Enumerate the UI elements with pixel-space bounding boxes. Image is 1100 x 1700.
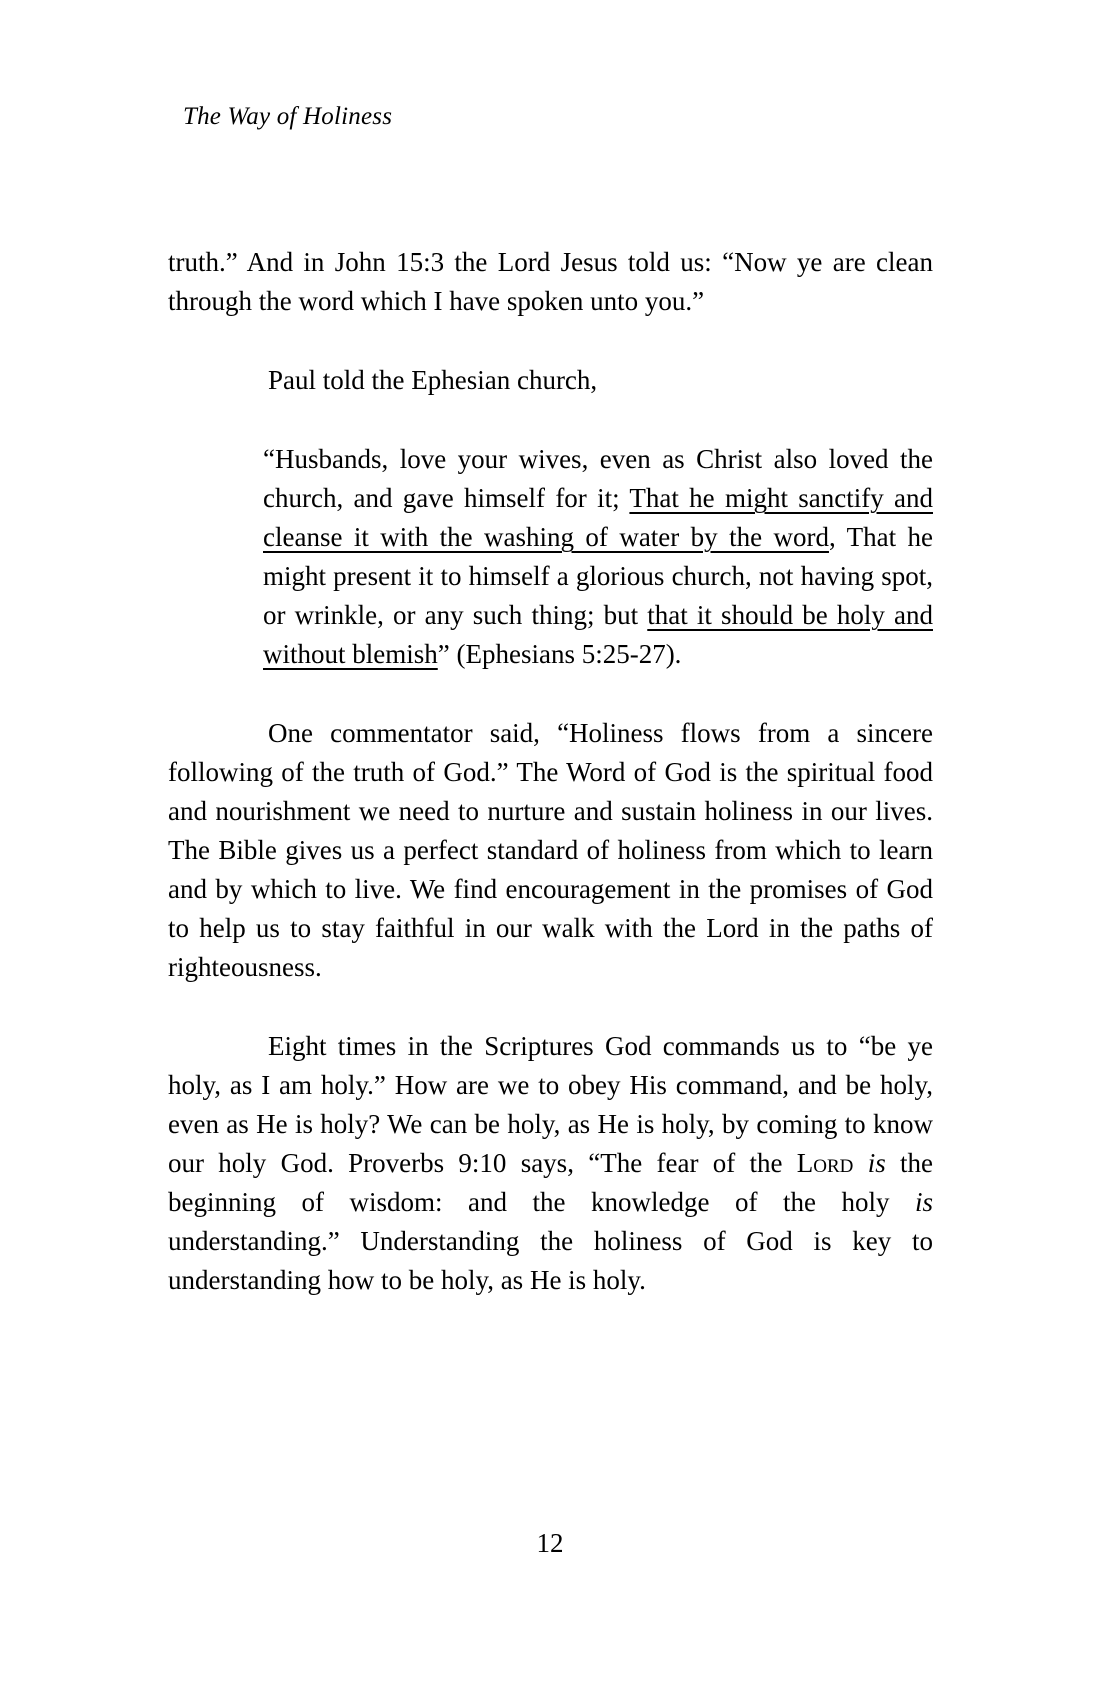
body-text-run: the beginning of wisdom: and the knowledge of the holy: [168, 1148, 933, 1217]
quote-text: , That he might present it to himself a glorious church, not having spot, or wrinkle, or any such thing; but: [263, 522, 933, 630]
body-text-run: Eight times in the Scriptures God commands us to “be ye holy, as I am holy.” How are we to obey His command, and be holy, even as He is holy? We can be holy, as He is holy, by coming to know our holy God. Proverbs 9:10 says, “The fear of the: [168, 1031, 933, 1178]
italic-is-text: is: [867, 1148, 886, 1178]
page-number: 12: [536, 1528, 564, 1558]
paragraph-continuation: truth.” And in John 15:3 the Lord Jesus told us: “Now ye are clean through the word which I have spoken unto you.”: [168, 247, 933, 316]
quote-underlined-text: that it should be holy and without blemish: [263, 600, 933, 669]
quote-text: “Husbands, love your wives, even as Christ also loved the church, and gave himself for it;: [263, 444, 933, 513]
page-body: [168, 243, 933, 1340]
scripture-blockquote: [263, 440, 933, 674]
quote-underlined-text: That he might sanctify and cleanse it with the washing of water by the word: [263, 483, 933, 552]
paragraph-eight-times: [168, 1027, 933, 1300]
book-title: The Way of Holiness: [183, 103, 393, 130]
running-header: [183, 103, 392, 131]
quote-citation: ” (Ephesians 5:25-27).: [437, 639, 682, 669]
body-text-run: understanding.” Understanding the holiness of God is key to understanding how to be holy, as He is holy.: [168, 1226, 933, 1295]
paragraph-intro: Paul told the Ephesian church,: [268, 365, 598, 395]
lord-smallcaps-text: Lord: [796, 1148, 854, 1178]
paragraph-commentator: One commentator said, “Holiness flows from a sincere following of the truth of God.” The Word of God is the spiritual food and nourishment we need to nurture and sustain holiness in our lives. The Bible gives us a perfect standard of holiness from which to learn and by which to live. We find encouragement in the promises of God to help us to stay faithful in our walk with the Lord in the paths of righteousness.: [168, 718, 933, 982]
body-text-run: [853, 1148, 867, 1178]
italic-is-text: is: [914, 1187, 933, 1217]
